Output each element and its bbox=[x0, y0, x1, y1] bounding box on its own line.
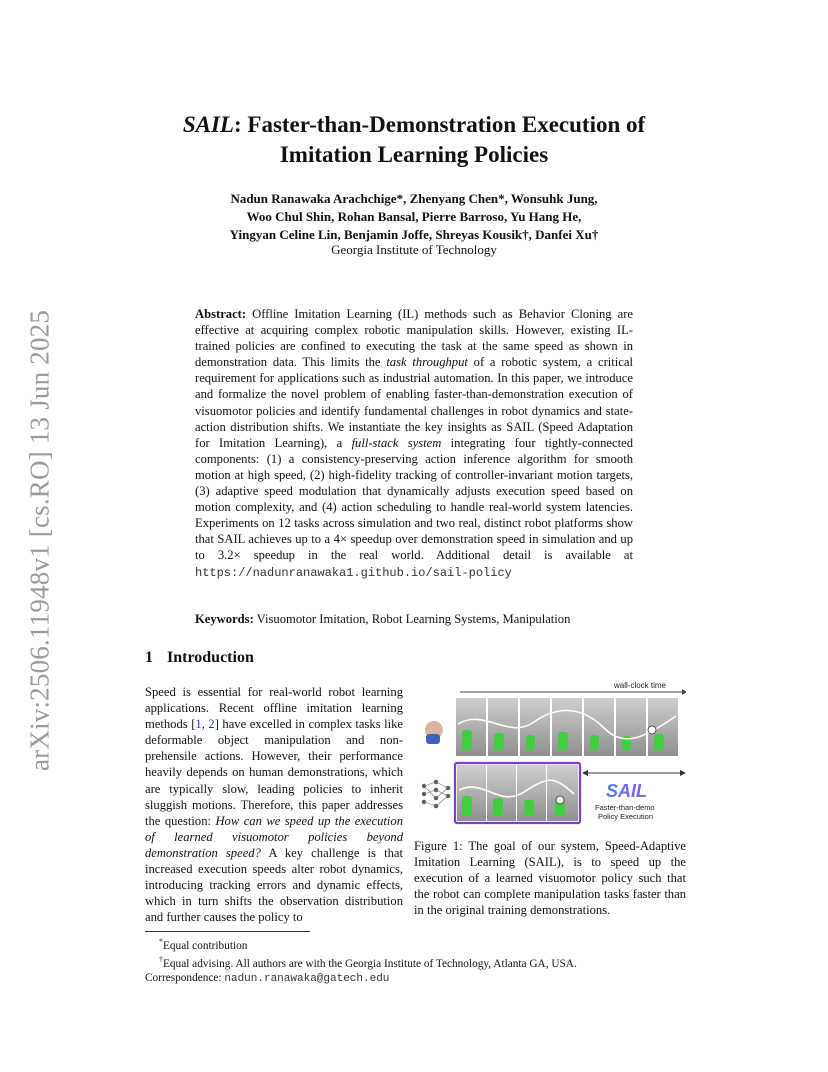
abstract-text-a: Offline Imitation Learning (IL) methods such as Behavior Cloning are effective at acquiring complex robotic manipulation skills. However, existing IL-trained policies are confined to executing the task at the same speed as shown in demonstration data. This limits the bbox=[195, 307, 633, 370]
intro-sep: , bbox=[201, 717, 209, 732]
footnote-2-text: Equal advising. All authors are with the Georgia Institute of Technology, Atlanta GA, USA. bbox=[163, 957, 577, 970]
sail-frames bbox=[455, 763, 580, 823]
footnote-2-mark: † bbox=[159, 954, 163, 964]
intro-italic-question: How can we speed up the execution of learned visuomotor policies beyond demonstration speed? bbox=[145, 813, 403, 860]
author-line-3: Yingyan Celine Lin, Benjamin Joffe, Shreyas Kousik†, Danfei Xu† bbox=[229, 227, 599, 242]
author-line-1: Nadun Ranawaka Arachchige*, Zhenyang Chen*, Wonsuhk Jung, bbox=[230, 191, 598, 206]
intro-text-a: Speed is essential for real-world robot learning applications. Recent offline imitation learning methods [ bbox=[145, 685, 403, 732]
footnote-2 bbox=[145, 953, 685, 971]
author-list bbox=[150, 190, 678, 244]
figure-caption: Figure 1: The goal of our system, Speed-Adaptive Imitation Learning (SAIL), is to speed up the execution of a learned visuomotor policy such that the robot can complete manipulation tasks faster than in the original training demonstrations. bbox=[414, 839, 686, 918]
abstract-text-b: of a robotic system, a critical requirement for applications such as industrial automation. In this paper, we introduce and formalize the novel problem of enabling faster-than-demonstration execution of visuomotor policies and identify fundamental challenges in robot dynamics and state-action distribution shifts. We instantiate the key insights as SAIL (Speed Adaptation for Imitation Learning), a bbox=[195, 355, 633, 450]
sail-label: SAIL bbox=[606, 781, 648, 801]
footnote-divider bbox=[145, 931, 310, 932]
footnote-1-text: Equal contribution bbox=[163, 939, 248, 952]
time-axis-label: wall-clock time bbox=[614, 681, 667, 690]
abstract-italic-1: task throughput bbox=[386, 355, 468, 370]
footnote-1-mark: * bbox=[159, 937, 163, 946]
timeline-arrowhead bbox=[682, 689, 686, 695]
intro-text-c: A key challenge is that increased execution speeds alter robot dynamics, introducing tracking errors and dynamic effects, which in turn shifts the observation distribution and further causes the policy to bbox=[145, 845, 403, 925]
title-line1: : Faster-than-Demonstration Execution of bbox=[233, 112, 646, 137]
section-title: Introduction bbox=[167, 649, 254, 666]
demo-frames bbox=[456, 698, 678, 756]
abstract-label: Abstract: bbox=[195, 307, 247, 321]
abstract bbox=[195, 306, 633, 581]
figure-1 bbox=[414, 678, 686, 828]
abstract-text-c: integrating four tightly-connected components: (1) a consistency-preserving action inference algorithm for smooth motion at high speed, (2) high-fidelity tracking of controller-invariant motion targets, (3) adaptive speed modulation that dynamically adjusts execution speed based on motion complexity, and (4) action scheduling to handle real-world system latencies. Experiments on 12 tasks across simulation and two real, distinct robot platforms show that SAIL achieves up to a 4× speedup over demonstration speed in simulation and up to 3.2× speedup in the real world. Additional detail is available at bbox=[195, 435, 633, 563]
figure-1-graphic bbox=[414, 678, 686, 828]
correspondence-line bbox=[145, 971, 685, 986]
citation-link-2[interactable]: 2 bbox=[208, 717, 215, 732]
keywords bbox=[195, 612, 633, 627]
author-line-2: Woo Chul Shin, Rohan Bansal, Pierre Barroso, Yu Hang He, bbox=[246, 209, 582, 224]
section-number: 1 bbox=[145, 649, 153, 666]
neural-network-icon bbox=[422, 780, 450, 808]
affiliation: Georgia Institute of Technology bbox=[331, 242, 497, 257]
keywords-text: Visuomotor Imitation, Robot Learning Systems, Manipulation bbox=[253, 612, 571, 626]
arxiv-stamp: arXiv:2506.11948v1 [cs.RO] 13 Jun 2025 bbox=[24, 309, 55, 771]
citation-link-1[interactable]: 1 bbox=[195, 717, 202, 732]
title-line2: Imitation Learning Policies bbox=[279, 142, 549, 167]
intro-paragraph bbox=[145, 684, 403, 925]
correspondence-email-link[interactable]: nadun.ranawaka@gatech.edu bbox=[224, 972, 390, 985]
abstract-italic-2: full-stack system bbox=[351, 435, 442, 450]
project-url-link[interactable]: https://nadunranawaka1.github.io/sail-policy bbox=[195, 565, 512, 580]
sail-sub-label-1: Faster-than-demo bbox=[595, 803, 655, 812]
correspondence-label: Correspondence: bbox=[145, 971, 225, 984]
footnotes bbox=[145, 935, 685, 986]
section-heading bbox=[145, 649, 254, 667]
title-italic: SAIL bbox=[182, 112, 234, 137]
sail-sub-label-2: Policy Execution bbox=[598, 812, 654, 821]
paper-title bbox=[0, 110, 828, 170]
intro-text-b: ] have excelled in complex tasks like deformable object manipulation and non-prehensile actions. However, their performance heavily depends on human demonstrations, which are typically slow, leading policies to inherit sluggish motions. Therefore, this paper addresses the question: bbox=[145, 717, 404, 828]
hand-icon bbox=[425, 721, 443, 744]
footnote-1 bbox=[145, 935, 685, 953]
keywords-label: Keywords: bbox=[195, 612, 254, 626]
